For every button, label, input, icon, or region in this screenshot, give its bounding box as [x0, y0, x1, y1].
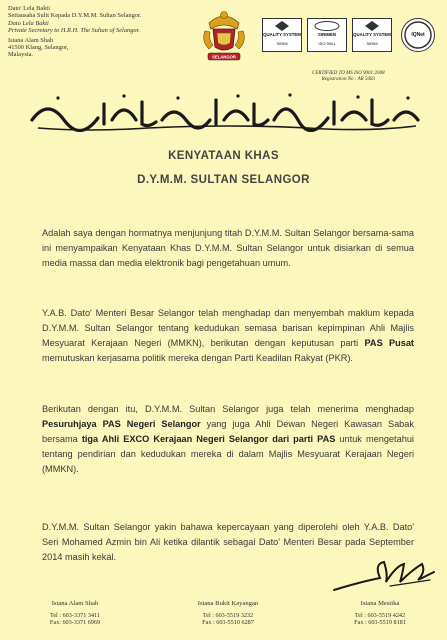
- paragraph-3-bold: Pesuruhjaya PAS Negeri Selangor: [42, 419, 201, 429]
- diamond-icon: [353, 20, 391, 32]
- crest-label: SELANGOR: [212, 54, 236, 60]
- document-subtitle: D.Y.M.M. SULTAN SELANGOR: [137, 174, 310, 186]
- sender-block: [8, 5, 141, 59]
- sender-line: Dato' Lela Bakti: [8, 5, 50, 12]
- cert-sub: SIRIM: [366, 41, 378, 46]
- cert-badge: [262, 18, 302, 52]
- paragraph-3-text: untuk mengetahui tentang pendirian dan kedudukan mereka di dalam Majlis Mesyuarat Kerajaan Negeri (MMKN).: [42, 434, 414, 474]
- cert-label: QUALITY SYSTEM: [353, 32, 391, 37]
- cert-label: IQNet: [411, 32, 425, 38]
- sender-line: Malaysia.: [8, 51, 34, 59]
- paragraph-2-text: Y.A.B. Dato' Menteri Besar Selangor telah menghadap dan menyembah maklum kepada D.Y.M.M. Sultan Selangor tentang kedudukan semasa barisan kepimpinan Ahli Majlis Mesyuarat Kerajaan Negeri (MMKN), berikutan dengan keputusan parti: [42, 308, 414, 348]
- footer-column: [178, 600, 278, 627]
- diamond-icon: [263, 20, 301, 32]
- cert-sub: SIRIM: [276, 41, 288, 46]
- cert-note-line: Registration No : AR 5083: [321, 77, 375, 82]
- oval-icon: [308, 20, 346, 32]
- footer-column: [30, 600, 120, 627]
- paragraph-3-bold: tiga Ahli EXCO Kerajaan Negeri Selangor dari parti PAS: [81, 434, 336, 444]
- sender-line: Dato Lela Bakti: [8, 19, 49, 27]
- footer-addresses: [0, 600, 447, 640]
- cert-badge: [307, 18, 347, 52]
- sender-line: Setiausaha Sulit Kepada D.Y.M.M. Sultan Selangor.: [8, 12, 142, 20]
- footer-tel: Tel : 603-3371 3411: [49, 611, 101, 619]
- paragraph-4: D.Y.M.M. Sultan Selangor yakin bahawa kepercayaan yang diperolehi oleh Y.A.B. Dato' Seri Mohamed Azmin bin Ali ketika dilantik sebagai Dato' Menteri Besar pada September 2014 masih kekal.: [42, 522, 414, 562]
- footer-palace-name: Istana Mestika: [360, 600, 400, 607]
- certification-logos: [262, 18, 438, 54]
- paragraph-3-text: yang juga Ahli Dewan Negeri Kawasan Sabak bersama: [42, 419, 414, 444]
- cert-note-line: CERTIFIED TO MS ISO 9001:2008: [312, 71, 385, 76]
- sender-line: 41500 Klang, Selangor,: [8, 44, 69, 52]
- document-title: KENYATAAN KHAS: [168, 150, 279, 162]
- footer-fax: Fax : 603-5519 8181: [354, 619, 406, 626]
- footer-tel: Tel : 603-5519 3232: [202, 611, 254, 619]
- footer-tel: Tel : 603-5519 4242: [354, 611, 406, 619]
- cert-label: SIRIMEN: [318, 32, 336, 37]
- sender-line: Istana Alam Shah: [8, 36, 54, 44]
- paragraph-1: Adalah saya dengan hormatnya menjunjung titah D.Y.M.M. Sultan Selangor bersama-sama ini menyampaikan Kenyataan Khas D.Y.M.M. Sultan Selangor untuk disiarkan di semua media massa dan media elektronik bagi pengetahuan umum.: [42, 228, 414, 268]
- paragraph-3-text: Berikutan dengan itu, D.Y.M.M. Sultan Selangor juga telah menerima menghadap: [42, 404, 414, 414]
- footer-fax: Fax : 603-5510 6287: [202, 619, 254, 626]
- cert-badge: [352, 18, 392, 52]
- jawi-heading-text: ڤجابت دولي يڠ مها مليا سلطان سلاڠور: [28, 90, 45, 91]
- footer-palace-name: Istana Alam Shah: [51, 600, 99, 607]
- cert-label: QUALITY SYSTEM: [263, 32, 301, 37]
- paragraph-2-bold: PAS Pusat: [364, 338, 414, 348]
- jawi-calligraphy-heading: [28, 90, 422, 132]
- cert-sub: ISO 9001: [318, 41, 336, 46]
- paragraph-3: [42, 402, 414, 477]
- cert-note: [312, 71, 385, 83]
- footer-palace-name: Istana Bukit Kayangan: [197, 600, 259, 607]
- sender-line: Private Secretary to H.R.H. The Sultan of Selangor.: [8, 27, 140, 35]
- footer-fax: Fax: 603-3371 6969: [49, 619, 101, 626]
- selangor-crest-icon: [199, 7, 249, 65]
- iqnet-badge: [401, 18, 435, 52]
- footer-column: [335, 600, 425, 627]
- paragraph-2: [42, 306, 414, 366]
- signature-icon: [330, 552, 440, 598]
- paragraph-2-text: memutuskan kerjasama politik mereka dengan Parti Keadilan Rakyat (PKR).: [42, 353, 353, 363]
